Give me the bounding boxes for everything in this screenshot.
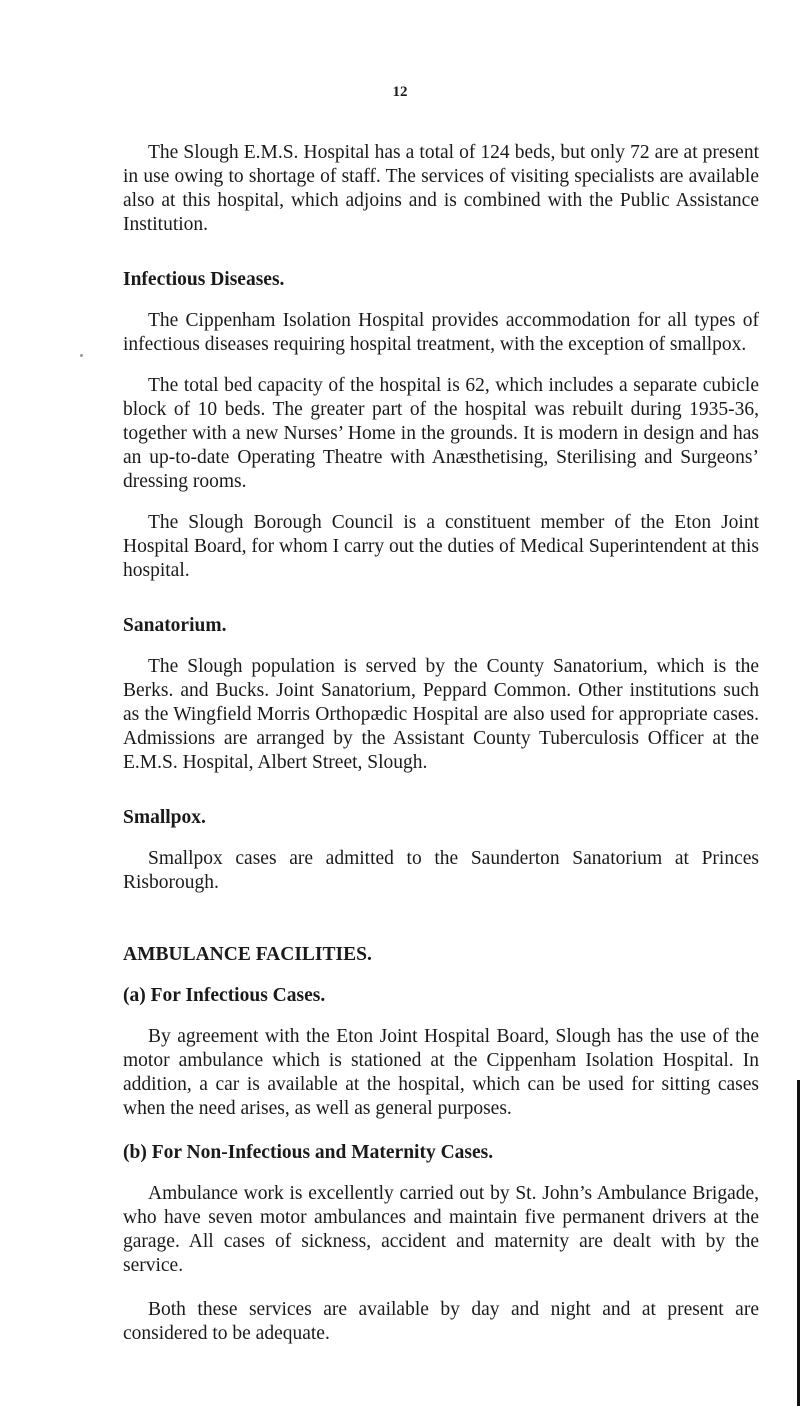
heading-sanatorium: Sanatorium.	[123, 615, 227, 636]
heading-infectious-diseases: Infectious Diseases.	[123, 269, 285, 290]
paragraph-smallpox: Smallpox cases are admitted to the Saunderton Sanatorium at Princes Risborough.	[123, 848, 759, 893]
heading-smallpox: Smallpox.	[123, 807, 206, 828]
heading-ambulance-facilities: AMBULANCE FACILITIES.	[123, 944, 372, 965]
subheading-infectious-cases: (a) For Infectious Cases.	[123, 985, 326, 1006]
paragraph-borough-council: The Slough Borough Council is a constituent member of the Eton Joint Hospital Board, for whom I carry out the duties of Medical Superintendent at this hospital.	[123, 512, 759, 581]
page-body	[123, 84, 759, 1346]
paragraph-bed-capacity: The total bed capacity of the hospital is 62, which includes a separate cubicle block of 10 beds. The greater part of the hospital was rebuilt during 1935-36, together with a new Nurses’ Home in the grounds. It is modern in design and has an up-to-date Operating Theatre with Anæsthetising, Sterilising and Surgeons’ dressing rooms.	[123, 375, 759, 492]
scan-speck	[80, 354, 83, 357]
paragraph-sanatorium: The Slough population is served by the County Sanatorium, which is the Berks. and Bucks. Joint Sanatorium, Peppard Common. Other institutions such as the Wingfield Morris Orthopædic Hospital are also used for appropriate cases. Admissions are arranged by the Assistant County Tuberculosis Officer at the E.M.S. Hospital, Albert Street, Slough.	[123, 656, 759, 773]
subheading-non-infectious-maternity: (b) For Non-Infectious and Maternity Cases.	[123, 1142, 494, 1163]
paragraph-slough-ems-hospital: The Slough E.M.S. Hospital has a total of 124 beds, but only 72 are at present in use owing to shortage of staff. The services of visiting specialists are available also at this hospital, which adjoins and is combined with the Public Assistance Institution.	[123, 142, 759, 235]
paragraph-infectious-cases: By agreement with the Eton Joint Hospital Board, Slough has the use of the motor ambulance which is stationed at the Cippenham Isolation Hospital. In addition, a car is available at the hospital, which can be used for sitting cases when the need arises, as well as general purposes.	[123, 1026, 759, 1119]
paragraph-cippenham-hospital: The Cippenham Isolation Hospital provides accommodation for all types of infectious diseases requiring hospital treatment, with the exception of smallpox.	[123, 310, 759, 355]
paragraph-non-infectious-maternity: Ambulance work is excellently carried out by St. John’s Ambulance Brigade, who have seven motor ambulances and maintain five permanent drivers at the garage. All cases of sickness, accident and maternity are dealt with by the service.	[123, 1183, 759, 1276]
page-number: 12	[392, 84, 408, 100]
paragraph-both-services: Both these services are available by day and night and at present are considered to be adequate.	[123, 1299, 759, 1344]
